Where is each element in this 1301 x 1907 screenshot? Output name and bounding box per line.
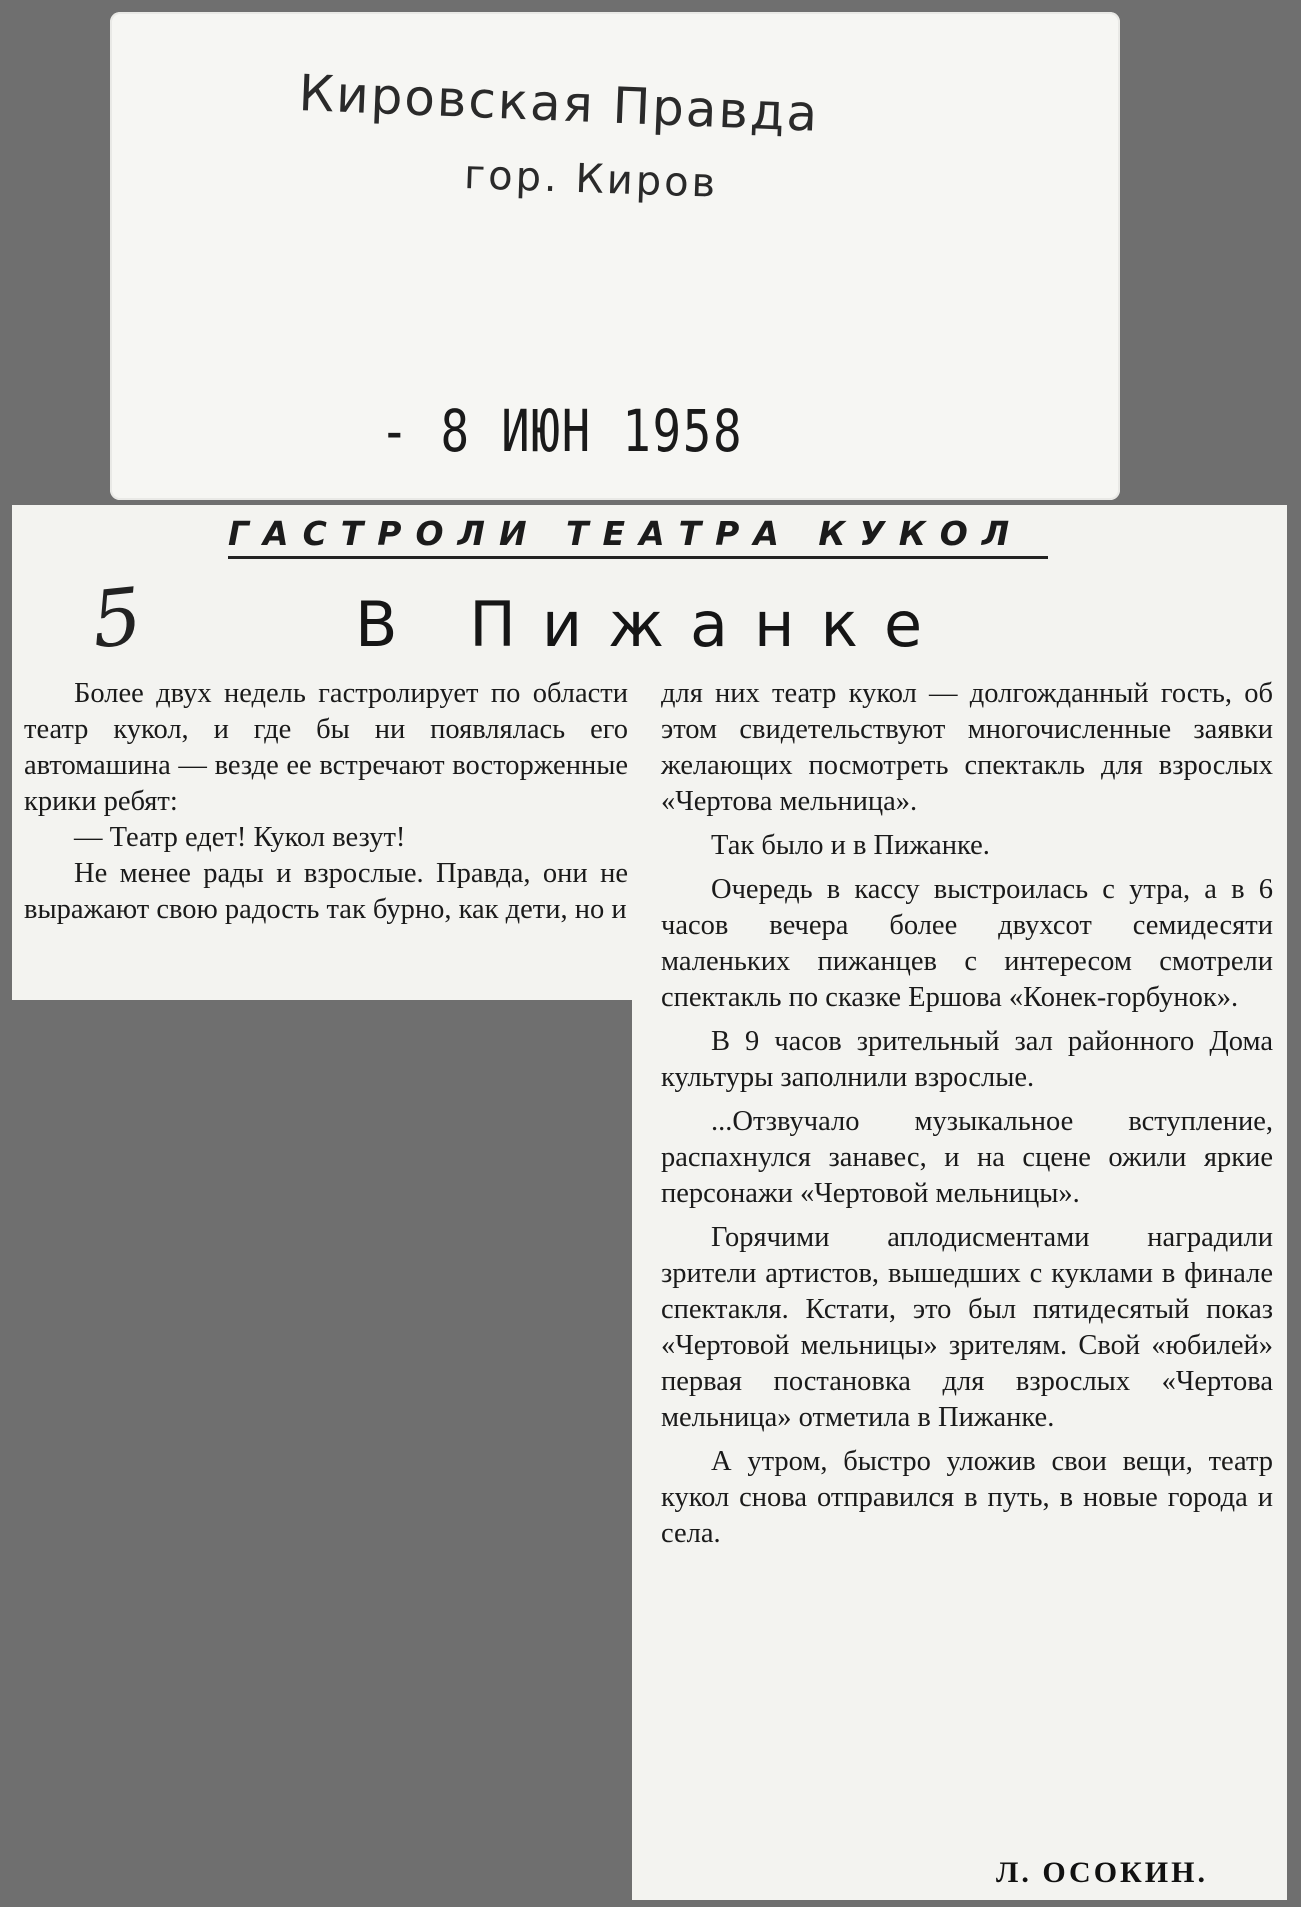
- article-right-column: [661, 676, 1273, 1552]
- article-signature: Л. ОСОКИН.: [996, 1856, 1208, 1889]
- article-left-column: [24, 676, 628, 928]
- stamp-newspaper-name: Кировская Правда: [297, 64, 821, 143]
- handwritten-number: 5: [87, 571, 147, 667]
- article-headline: В Пижанке: [355, 588, 949, 661]
- paragraph: Более двух недель гастролирует по области театр кукол, и где бы ни появлялась его автомашина — везде ее встречают восторженные крики ребят:: [24, 678, 628, 817]
- paragraph: Так было и в Пижанке.: [711, 830, 990, 861]
- stamp-date: - 8 ИЮН 1958: [380, 397, 744, 465]
- paragraph: В 9 часов зрительный зал районного Дома культуры заполнили взрослые.: [661, 1026, 1273, 1093]
- stamp-city: гор. Киров: [463, 152, 719, 207]
- paragraph: Горячими аплодисментами наградили зрители артистов, вышедших с куклами в финале спектакля. Кстати, это был пятидесятый показ «Чертовой мельницы» зрителям. Свой «юбилей» первая постановка для взрослых «Чертова мельница» отметила в Пижанке.: [661, 1222, 1273, 1433]
- paragraph: — Театр едет! Кукол везут!: [74, 822, 406, 853]
- paragraph: ...Отзвучало музыкальное вступление, распахнулся занавес, и на сцене ожили яркие персонажи «Чертовой мельницы».: [661, 1106, 1273, 1209]
- newspaper-stamp: [110, 12, 1120, 500]
- paragraph: А утром, быстро уложив свои вещи, театр кукол снова отправился в путь, в новые города и села.: [661, 1446, 1273, 1549]
- article-rubric: ГАСТРОЛИ ТЕАТРА КУКОЛ: [228, 514, 1024, 553]
- paragraph: Очередь в кассу выстроилась с утра, а в 6 часов вечера более двухсот семидесяти маленьких пижанцев с интересом смотрели спектакль по сказке Ершова «Конек-горбунок».: [661, 874, 1273, 1013]
- paragraph: Не менее рады и взрослые. Правда, они не выражают свою радость так бурно, как дети, но и: [24, 858, 628, 925]
- rubric-underline: [228, 556, 1048, 559]
- paragraph: для них театр кукол — долгожданный гость, об этом свидетельствуют многочисленные заявки желающих посмотреть спектакль для взрослых «Чертова мельница».: [661, 678, 1273, 817]
